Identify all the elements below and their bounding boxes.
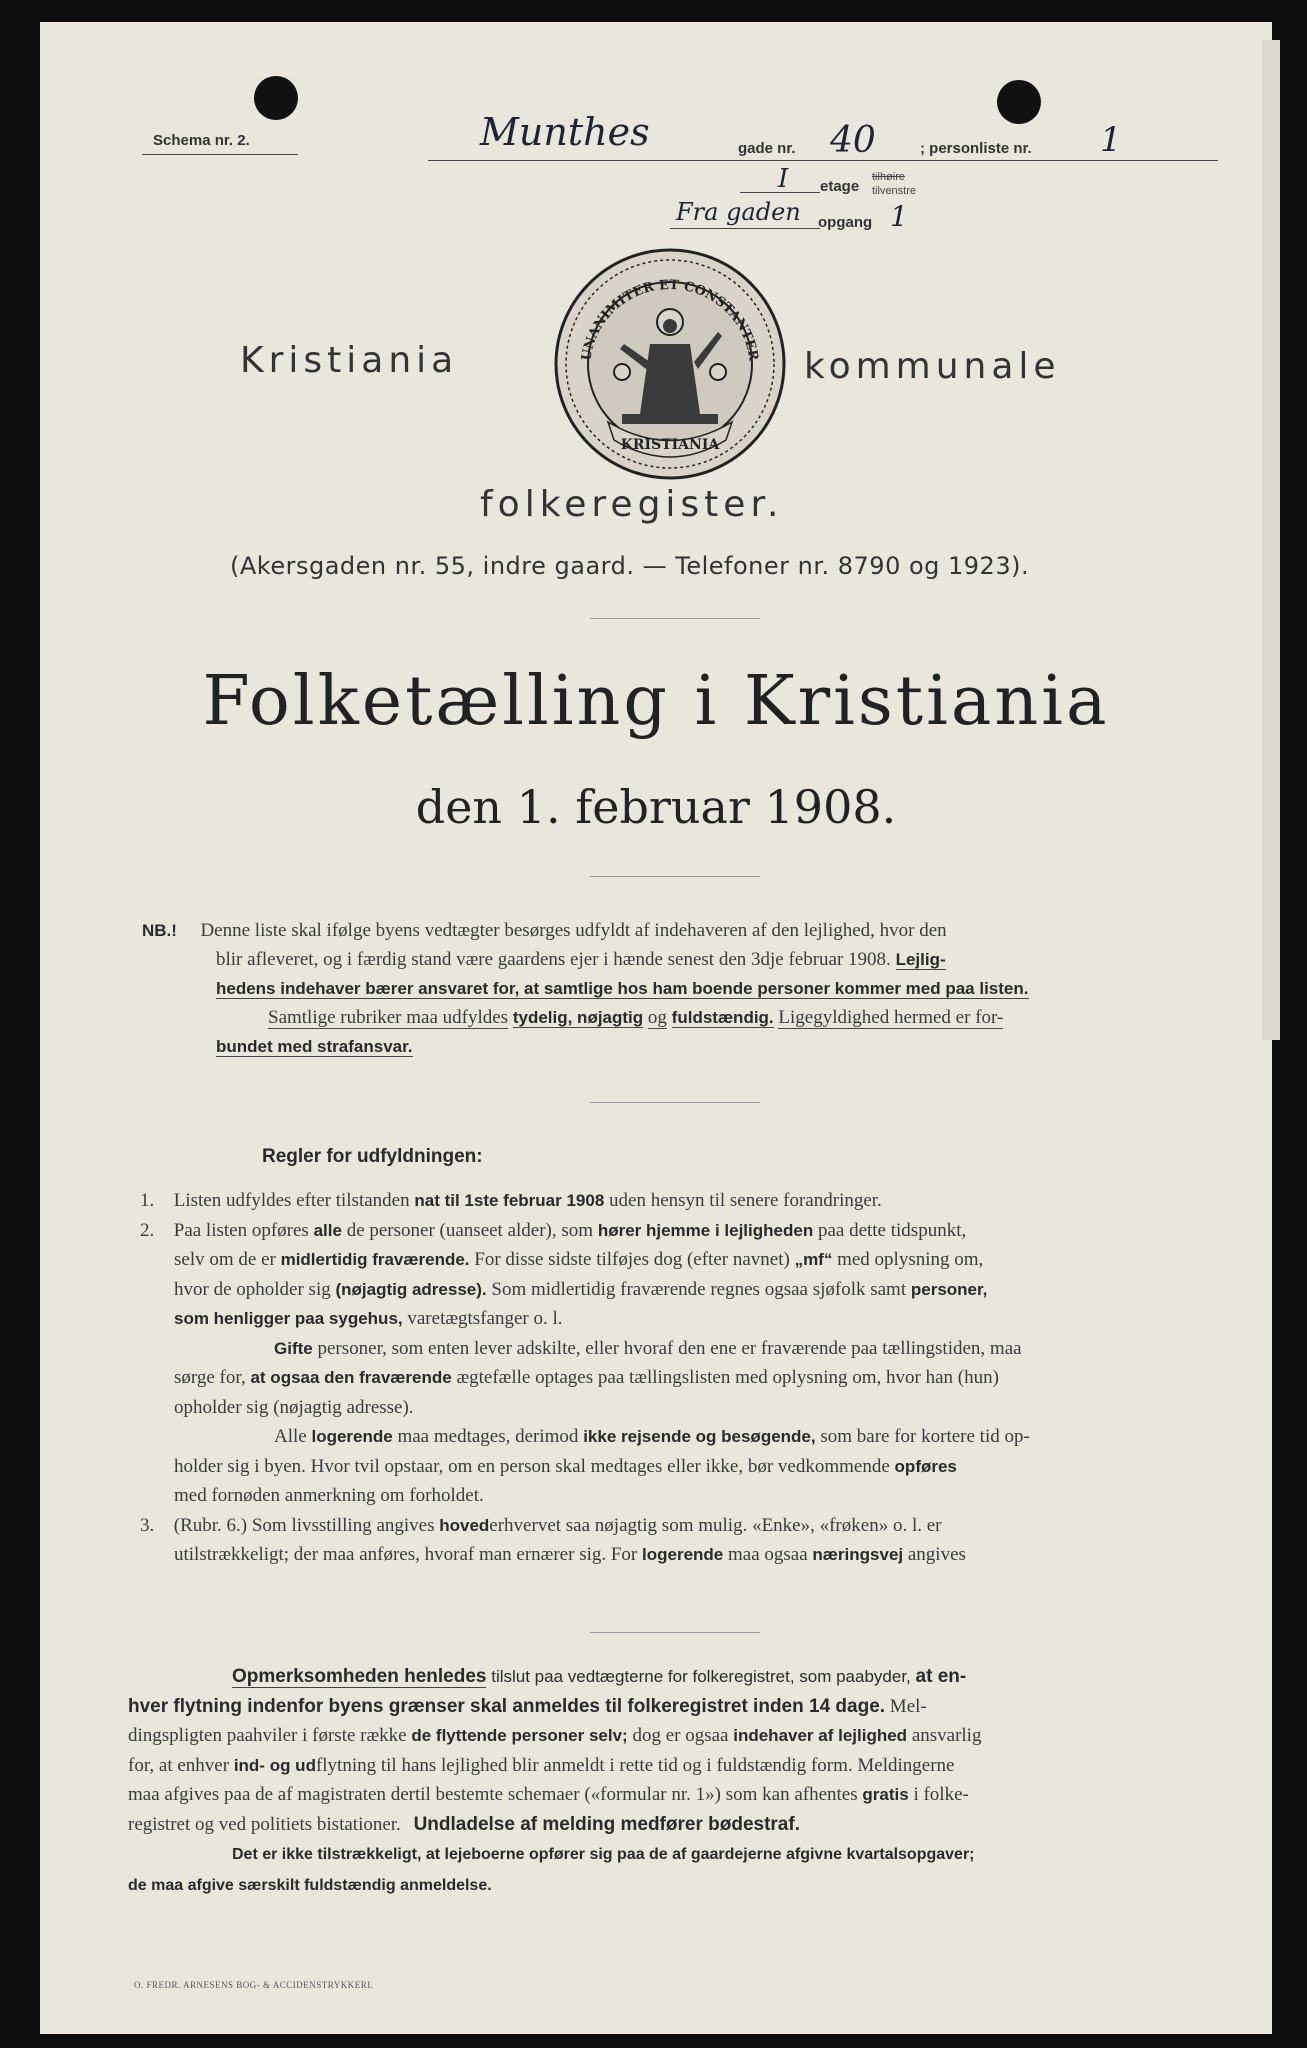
- divider-4: [590, 1632, 760, 1633]
- divider-2: [590, 876, 760, 877]
- census-form-page: [40, 22, 1272, 2034]
- side-left: tilvenstre: [872, 185, 917, 197]
- side-options: [872, 170, 916, 198]
- opgang-prefix: Fra gaden: [676, 198, 801, 226]
- opgang-value: 1: [890, 200, 908, 233]
- gade-label: gade nr.: [738, 140, 796, 157]
- nb-label: NB.!: [142, 921, 177, 940]
- rules-heading: Regler for udfyldningen:: [262, 1146, 483, 1167]
- opgang-underline: [670, 228, 820, 229]
- schema-underline: [142, 154, 298, 155]
- punch-hole-left: [254, 76, 298, 120]
- main-title: Folketælling i Kristiania: [202, 662, 1110, 741]
- street-name-handwritten: Munthes: [480, 110, 650, 154]
- divider-3: [590, 1102, 760, 1103]
- divider-1: [590, 618, 760, 619]
- office-left: Kristiania: [240, 340, 459, 381]
- personliste-label: ; personliste nr.: [920, 140, 1032, 157]
- nb-paragraph: NB.! Denne liste skal ifølge byens vedtægter besørges udfyldt af indehaveren af den lejlighed, hvor den blir afleveret, og i færdig stand være gaardens ejer i hænde senest den 3dje februar 1908. Lejlig- hedens indehaver bærer ansvaret for, at samtlige hos ham boende personer kommer med paa listen. Samtlige rubriker maa udfyldes tydelig, nøjagtig og fuldstændig. Ligegyldighed hermed er for- bundet med strafansvar.: [142, 920, 1029, 1056]
- office-sub: folkeregister.: [480, 484, 784, 525]
- page-edge: [1262, 40, 1280, 1040]
- seal-city: KRISTIANIA: [620, 437, 720, 453]
- title-date: den 1. februar 1908.: [415, 780, 897, 834]
- etage-label: etage: [820, 178, 860, 195]
- rules-list: 1. Listen udfyldes efter tilstanden nat til 1ste februar 1908 uden hensyn til senere forandringer. 2. Paa listen opføres alle de personer (uanseet alder), som hører hjemme i lejligheden paa dette tidspunkt, selv om de er midlertidig fraværende. For disse sidste tilføjes dog (efter navnet) „mf“ med oplysning om, hvor de opholder sig (nøjagtig adresse). Som midlertidig fraværende regnes ogsaa sjøfolk samt personer, som henligger paa sygehus, varetægtsfanger o. l. Gifte personer, som enten lever adskilte, eller hvoraf den ene er fraværende paa tællingstiden, maa sørge for, at ogsaa den fraværende ægtefælle optages paa tællingslisten med oplysning om, hvor han (hun) opholder sig (nøjagtig adresse). Alle logerende maa medtages, derimod ikke rejsende og besøgende, som bare for kortere tid op- holder sig i byen. Hvor tvil opstaar, om en person skal medtages eller ikke, bør vedkommende opføres med fornøden anmerkning om forholdet. 3. (Rubr. 6.) Som livsstilling angives hovederhvervet saa nøjagtig som mulig. «Enke», «frøken» o. l. er utilstrækkeligt; der maa anføres, hvoraf man ernærer sig. For logerende maa ogsaa næringsvej angives: [140, 1190, 1030, 1565]
- opgang-label: opgang: [818, 214, 873, 231]
- city-seal: [550, 244, 790, 484]
- nb-responsibility: hedens indehaver bærer ansvaret for, at samtlige hos ham boende personer kommer med paa listen.: [216, 979, 1029, 998]
- notice-paragraph: Opmerksomheden henledes tilslut paa vedtægterne for folkeregistret, som paabyder, at en- hver flytning indenfor byens grænser skal anmeldes til folkeregistret inden 14 dage. Mel- dingspligten paahviler i første række de flyttende personer selv; dog er ogsaa indehaver af lejlighed ansvarlig for, at enhver ind- og udflytning til hans lejlighed blir anmeldt i rette tid og i fuldstændig form. Meldingerne maa afgives paa de af magistraten dertil bestemte schemaer («formular nr. 1») som kan afhentes gratis i folke- registret og ved politiets bistationer. Undladelse af melding medfører bødestraf. Det er ikke tilstrækkeligt, at lejeboerne opfører sig paa de af gaardejerne afgivne kvartalsopgaver; de maa afgive særskilt fuldstændig anmeldelse.: [128, 1666, 982, 1894]
- office-right: kommunale: [804, 346, 1061, 387]
- seal-motto: UNANIMITER ET CONSTANTER: [579, 277, 761, 362]
- office-address: (Akersgaden nr. 55, indre gaard. — Telefoner nr. 8790 og 1923).: [230, 552, 1030, 580]
- etage-underline: [740, 192, 820, 193]
- printer-imprint: O. FREDR. ARNESENS BOG- & ACCIDENSTRYKKERI.: [134, 1980, 374, 1990]
- header-line: [428, 160, 1218, 161]
- gade-number: 40: [830, 120, 876, 161]
- personliste-number: 1: [1100, 120, 1122, 160]
- schema-label: Schema nr. 2.: [153, 132, 250, 149]
- nb-line-1: Denne liste skal ifølge byens vedtægter besørges udfyldt af indehaveren af den lejlighed, hvor den: [200, 920, 947, 941]
- etage-value: I: [778, 164, 789, 194]
- side-right: tilhøire: [872, 171, 906, 183]
- punch-hole-right: [997, 80, 1041, 124]
